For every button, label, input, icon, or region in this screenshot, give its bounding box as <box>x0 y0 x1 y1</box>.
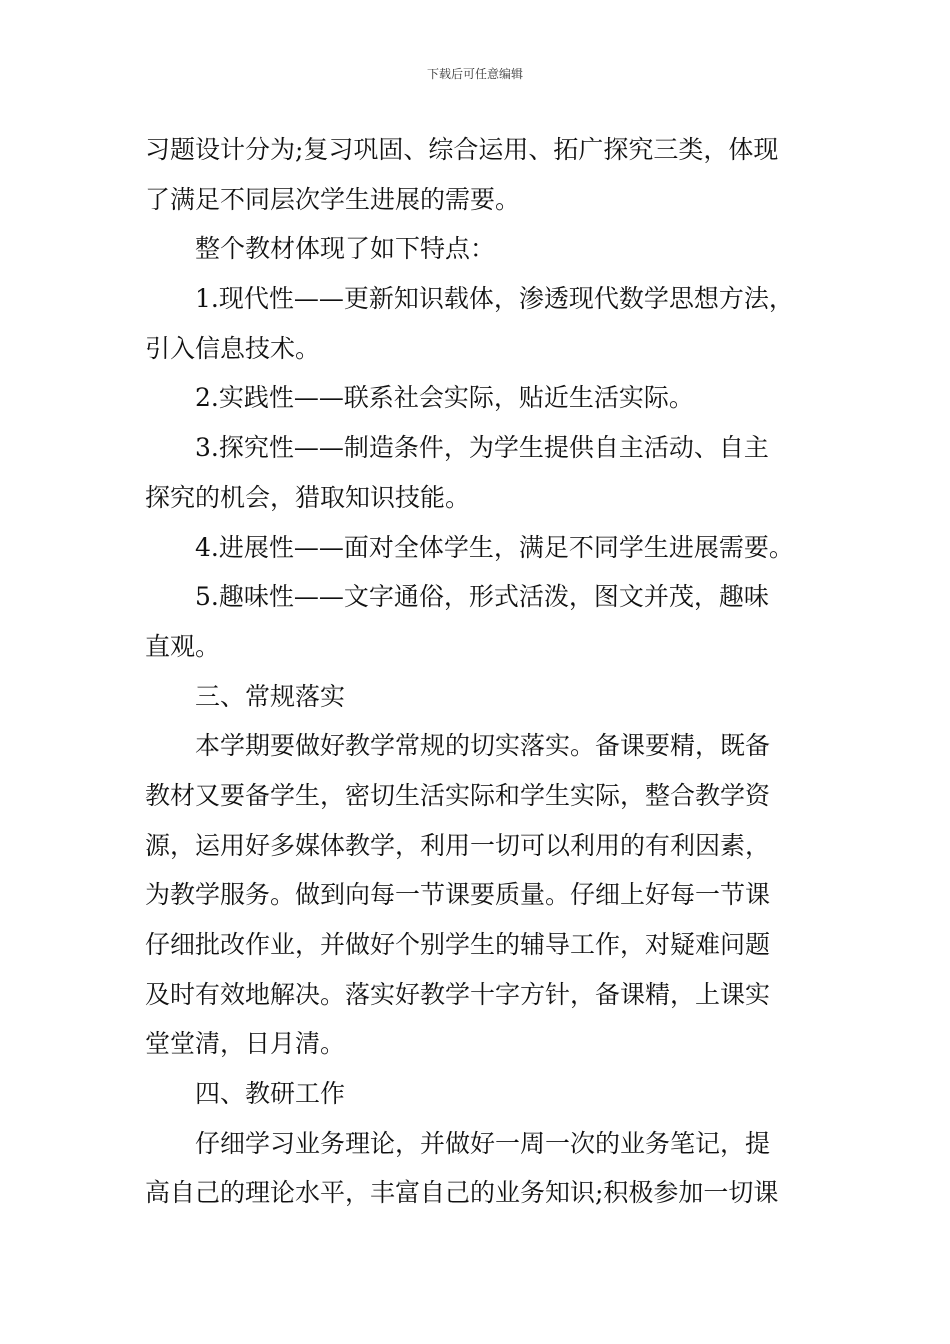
paragraph-start-line: 3.探究性——制造条件，为学生提供自主活动、自主 <box>195 433 769 463</box>
paragraph-start-line: 1.现代性——更新知识载体，渗透现代数学思想方法， <box>195 284 794 314</box>
text-line: 仔细批改作业，并做好个别学生的辅导工作，对疑难问题 <box>145 930 771 959</box>
text-line: 引入信息技术。 <box>145 333 321 363</box>
text-line: 为教学服务。做到向每一节课要质量。仔细上好每一节课 <box>145 880 771 910</box>
text-line: 探究的机会，猎取知识技能。 <box>145 482 471 512</box>
page-header: 下载后可任意编辑 <box>426 67 523 81</box>
paragraph-start-line: 整个教材体现了如下特点： <box>195 234 496 264</box>
paragraph-start-line: 4.进展性——面对全体学生，满足不同学生进展需要。 <box>195 532 794 562</box>
paragraph-start-line: 仔细学习业务理论，并做好一周一次的业务笔记，提 <box>195 1128 771 1158</box>
text-line: 直观。 <box>145 631 221 661</box>
paragraph-start-line: 三、常规落实 <box>195 681 346 711</box>
text-line: 教材又要备学生，密切生活实际和学生实际，整合教学资 <box>145 780 771 810</box>
text-line: 源，运用好多媒体教学，利用一切可以利用的有利因素， <box>145 830 771 860</box>
text-line: 高自己的理论水平，丰富自己的业务知识;积极参加一切课 <box>145 1178 779 1208</box>
text-line: 了满足不同层次学生进展的需要。 <box>145 184 521 214</box>
text-line: 堂堂清，日月清。 <box>145 1029 346 1059</box>
text-line: 及时有效地解决。落实好教学十字方针，备课精，上课实 <box>145 979 771 1009</box>
text-line: 习题设计分为;复习巩固、综合运用、拓广探究三类，体现 <box>145 135 779 164</box>
paragraph-start-line: 2.实践性——联系社会实际，贴近生活实际。 <box>195 383 694 413</box>
paragraph-start-line: 四、教研工作 <box>195 1079 346 1109</box>
paragraph-start-line: 5.趣味性——文字通俗，形式活泼，图文并茂，趣味 <box>195 582 769 612</box>
document-body <box>145 125 810 1218</box>
paragraph-start-line: 本学期要做好教学常规的切实落实。备课要精，既备 <box>195 731 771 761</box>
